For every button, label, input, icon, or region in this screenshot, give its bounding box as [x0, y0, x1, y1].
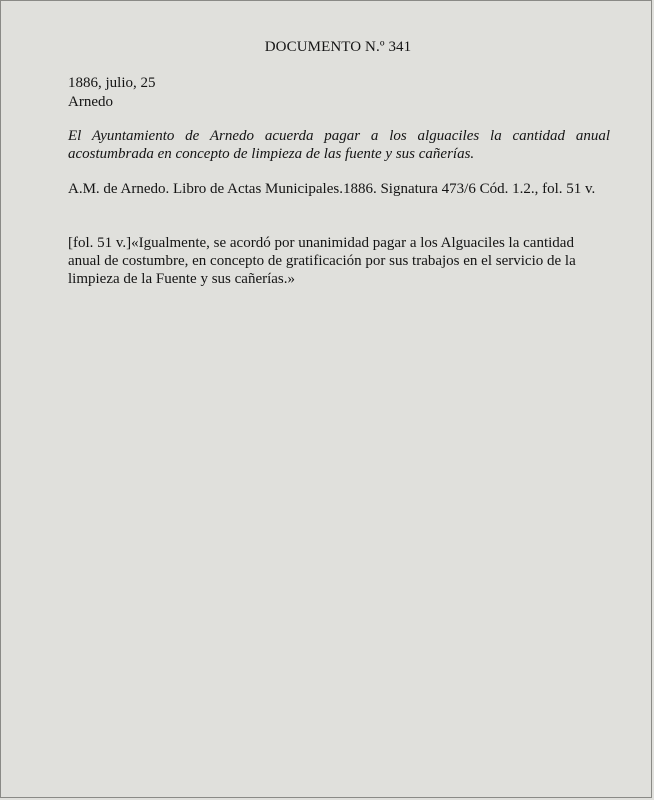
summary-line: El Ayuntamiento de Arnedo acuerda pagar a los alguaciles la cantidad anual	[68, 128, 610, 144]
transcription-line: limpieza de la Fuente y sus cañerías.»	[68, 271, 296, 287]
document-date: 1886, julio, 25	[68, 75, 156, 91]
date-place-block	[68, 74, 156, 112]
transcription-line: anual de costumbre, en concepto de gratificación por sus trabajos en el servicio de la	[68, 253, 576, 269]
document-place: Arnedo	[68, 94, 113, 110]
summary-line: acostumbrada en concepto de limpieza de las fuente y sus cañerías.	[68, 146, 475, 162]
document-summary	[68, 127, 610, 163]
archival-source: A.M. de Arnedo. Libro de Actas Municipales.1886. Signatura 473/6 Cód. 1.2., fol. 51 v.	[68, 181, 596, 197]
document-transcription	[68, 234, 598, 288]
document-title: DOCUMENTO N.º 341	[264, 39, 412, 55]
transcription-line: [fol. 51 v.]«Igualmente, se acordó por unanimidad pagar a los Alguaciles la cantidad	[68, 235, 574, 251]
